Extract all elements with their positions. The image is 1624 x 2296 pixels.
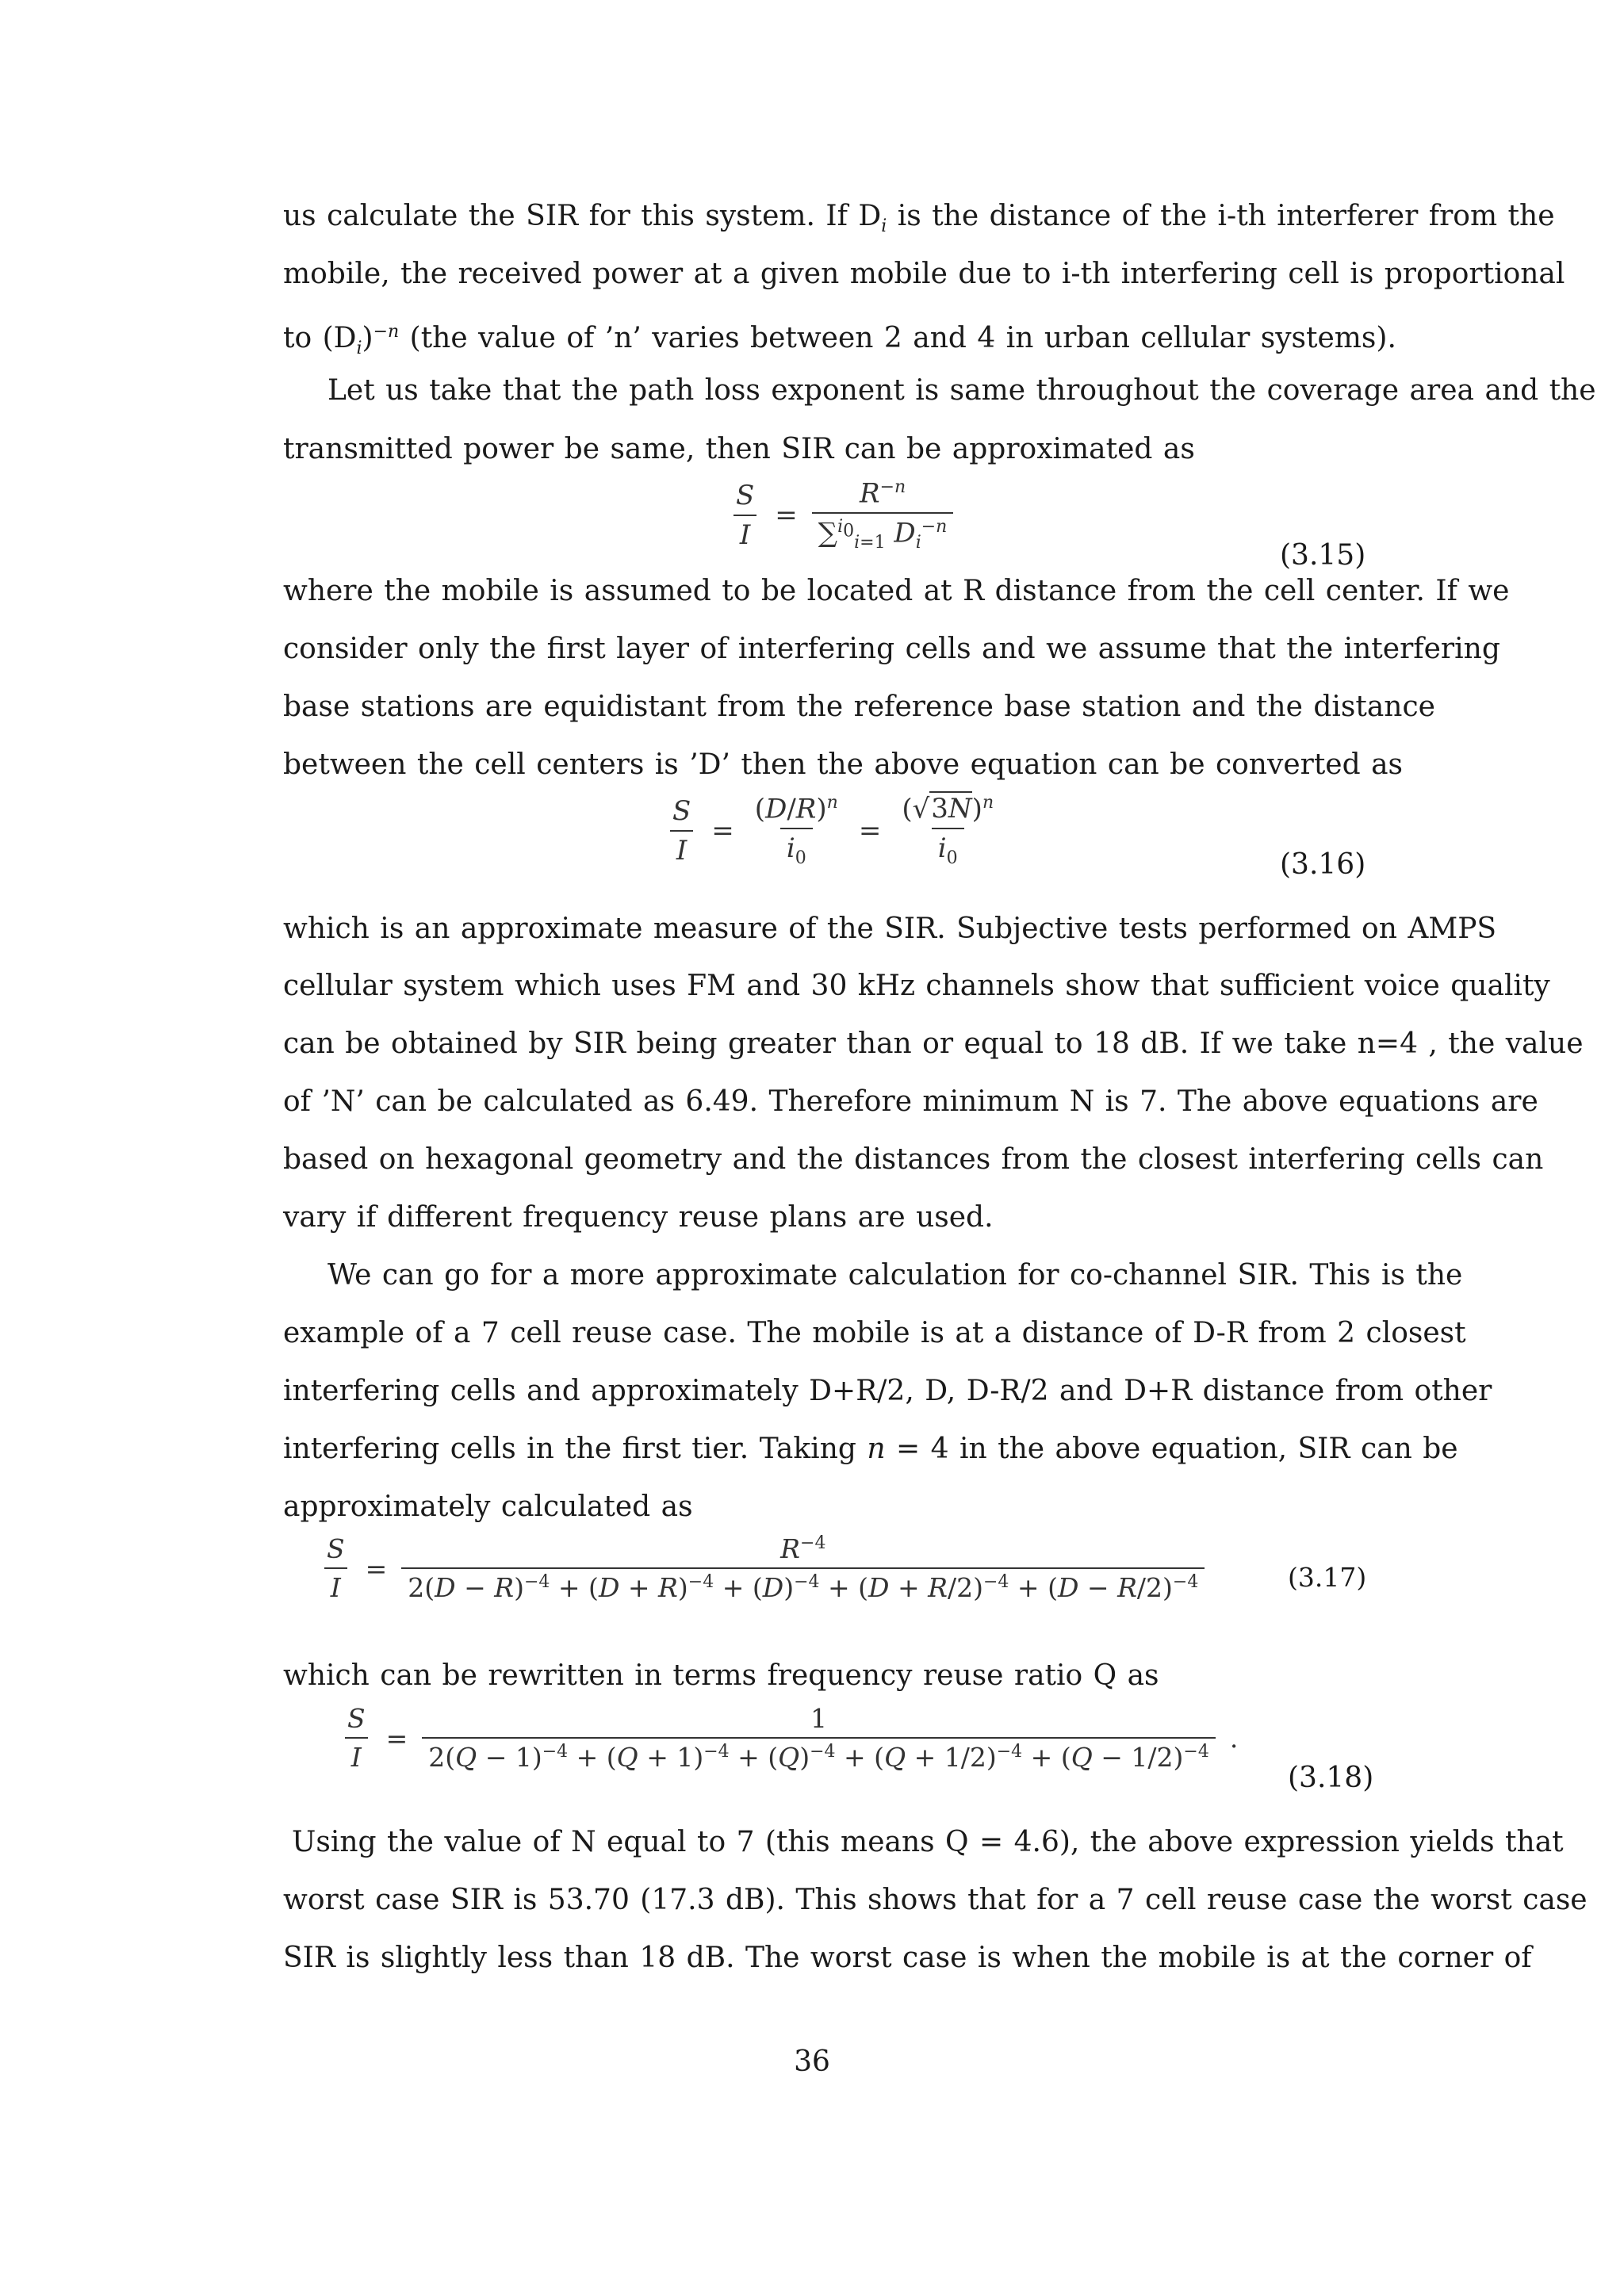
- page-number: 36: [794, 2045, 830, 2078]
- text-line: mobile, the received power at a given mobile due to i-th interfering cell is proportional: [283, 258, 1565, 290]
- text-line: which can be rewritten in terms frequency reuse ratio Q as: [283, 1659, 1159, 1692]
- text-line: Let us take that the path loss exponent is same throughout the coverage area and the: [327, 374, 1596, 407]
- text-line: Using the value of N equal to 7 (this means Q = 4.6), the above expression yields that: [292, 1826, 1564, 1858]
- text-line: can be obtained by SIR being greater than or equal to 18 dB. If we take n=4 , the value: [283, 1027, 1584, 1060]
- equation-3-16: $\frac{S}{I}$ = $\frac{(D/R)^n}{i_0}$ = $\frac{(√3N)^n}{i_0}$: [666, 793, 1000, 868]
- text-line: based on hexagonal geometry and the distances from the closest interfering cells can: [283, 1143, 1544, 1176]
- text-line: to $(D_i)^{-n}$ (the value of ’n’ varies between 2 and 4 in urban cellular systems).: [283, 322, 1396, 359]
- text-line: consider only the first layer of interfering cells and we assume that the interfering: [283, 633, 1500, 665]
- text-line: where the mobile is assumed to be located at R distance from the cell center. If we: [283, 575, 1510, 607]
- text-line: SIR is slightly less than 18 dB. The worst case is when the mobile is at the corner of: [283, 1942, 1532, 1974]
- text-line: vary if different frequency reuse plans are used.: [283, 1201, 994, 1234]
- text-line: between the cell centers is ’D’ then the above equation can be converted as: [283, 748, 1404, 781]
- equation-3-17: $\frac{S}{I}$ = $\frac{R^{-4}}{2(D - R)^{-4} + (D + R)^{-4} + (D)^{-4} + (D + R/2)^{-4} + (D - R/2)^{-4}}$: [320, 1533, 1205, 1603]
- equation-3-15: $\frac{S}{I}$ = $\frac{R^{-n}}{\sum^{i_0}_{i=1} D_i^{-n}}$: [730, 477, 953, 553]
- text-line: interfering cells in the first tier. Taking n = 4 in the above equation, SIR can be: [283, 1433, 1458, 1465]
- equation-3-18: $\frac{S}{I}$ = $\frac{1}{2(Q - 1)^{-4} + (Q + 1)^{-4} + (Q)^{-4} + (Q + 1/2)^{-4} + (Q - 1/2)^{-4}}$ .: [341, 1703, 1238, 1773]
- text-line: transmitted power be same, then SIR can be approximated as: [283, 433, 1195, 465]
- text-line: interfering cells and approximately D+R/2, D, D-R/2 and D+R distance from other: [283, 1375, 1492, 1407]
- text-line: base stations are equidistant from the reference base station and the distance: [283, 691, 1435, 723]
- text-line: of ’N’ can be calculated as 6.49. Therefore minimum N is 7. The above equations are: [283, 1085, 1538, 1118]
- equation-number: (3.16): [1280, 848, 1366, 881]
- equation-number: (3.15): [1280, 539, 1366, 572]
- text-line: approximately calculated as: [283, 1490, 693, 1523]
- equation-number: (3.18): [1288, 1762, 1374, 1794]
- equation-number: (3.17): [1288, 1562, 1367, 1593]
- text-line: which is an approximate measure of the SIR. Subjective tests performed on AMPS: [283, 913, 1497, 945]
- text-line: We can go for a more approximate calculation for co-channel SIR. This is the: [327, 1259, 1463, 1292]
- text-line: cellular system which uses FM and 30 kHz channels show that sufficient voice quality: [283, 970, 1550, 1002]
- text-line: us calculate the SIR for this system. If $D_i$ is the distance of the i-th interferer from the: [283, 200, 1555, 237]
- text-line: example of a 7 cell reuse case. The mobile is at a distance of D-R from 2 closest: [283, 1317, 1466, 1349]
- text-line: worst case SIR is 53.70 (17.3 dB). This shows that for a 7 cell reuse case the worst case: [283, 1884, 1588, 1916]
